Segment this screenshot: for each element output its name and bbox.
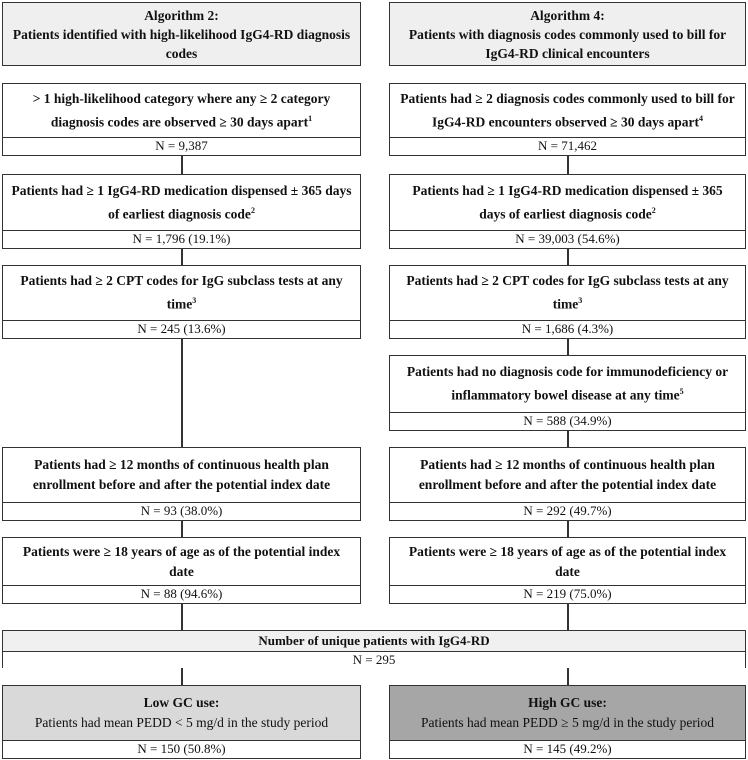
connector (181, 667, 183, 685)
connector (181, 155, 183, 174)
step-count: N = 292 (49.7%) (390, 502, 745, 520)
right-step-5 (389, 447, 746, 521)
connector (567, 667, 569, 685)
right-step-4 (389, 355, 746, 431)
header-title: Algorithm 2: (144, 7, 219, 23)
step-text: Patients had no diagnosis code for immunodeficiency or inflammatory bowel disease at any time (406, 364, 729, 403)
step-count: N = 9,387 (3, 137, 360, 155)
header-desc: Patients with diagnosis codes commonly used to bill for IgG4-RD clinical encounters (408, 26, 727, 61)
left-step-5 (2, 537, 361, 604)
connector (567, 248, 569, 265)
algorithm-2-header (2, 2, 361, 66)
step-count: N = 588 (34.9%) (390, 412, 745, 430)
connector (567, 430, 569, 447)
step-count: N = 39,003 (54.6%) (390, 230, 745, 248)
footnote: 2 (651, 205, 656, 215)
step-count: N = 1,796 (19.1%) (3, 230, 360, 248)
footnote: 3 (578, 296, 583, 306)
step-count: N = 245 (13.6%) (3, 320, 360, 338)
step-text: Patients had ≥ 2 CPT codes for IgG subclass tests at any time (20, 273, 343, 312)
connector (567, 338, 569, 355)
footnote: 1 (308, 113, 313, 123)
step-text: Patients had ≥ 12 months of continuous health plan enrollment before and after the potential index date (418, 457, 717, 492)
step-text: Patients had ≥ 1 IgG4-RD medication dispensed ± 365 days of earliest diagnosis code (412, 182, 723, 222)
left-step-4 (2, 447, 361, 521)
connector (567, 603, 569, 630)
unique-title: Number of unique patients with IgG4-RD (258, 633, 490, 648)
left-step-1 (2, 83, 361, 156)
step-count: N = 1,686 (4.3%) (390, 320, 745, 338)
algorithm-4-header (389, 2, 746, 66)
footnote: 4 (698, 113, 703, 123)
step-text: Patients had ≥ 12 months of continuous health plan enrollment before and after the potential index date (32, 457, 331, 492)
unique-count: N = 295 (3, 651, 745, 668)
low-gc-title: Low GC use: (143, 695, 220, 710)
connector (567, 155, 569, 174)
step-count: N = 219 (75.0%) (390, 585, 745, 603)
header-desc: Patients identified with high-likelihood IgG4-RD diagnosis codes (12, 26, 351, 61)
low-gc-box (2, 685, 361, 759)
high-gc-box (389, 685, 746, 759)
footnote: 3 (192, 296, 197, 306)
high-gc-desc: Patients had mean PEDD ≥ 5 mg/d in the study period (420, 715, 715, 730)
right-step-1 (389, 83, 746, 156)
left-step-3 (2, 265, 361, 339)
step-text: Patients had ≥ 1 IgG4-RD medication dispensed ± 365 days of earliest diagnosis code (11, 182, 352, 222)
connector (181, 338, 183, 447)
connector (567, 520, 569, 537)
right-step-6 (389, 537, 746, 604)
high-gc-title: High GC use: (528, 695, 607, 710)
low-gc-desc: Patients had mean PEDD < 5 mg/d in the study period (34, 715, 329, 730)
connector (181, 248, 183, 265)
step-text: Patients had ≥ 2 diagnosis codes commonly used to bill for IgG4-RD encounters observed ≥ 30 days apart (400, 90, 735, 130)
step-text: Patients had ≥ 2 CPT codes for IgG subclass tests at any time (406, 273, 729, 312)
step-text: > 1 high-likelihood category where any ≥ 2 category diagnosis codes are observed ≥ 30 days apart (32, 90, 331, 130)
step-count: N = 93 (38.0%) (3, 502, 360, 520)
left-step-2 (2, 174, 361, 249)
header-title: Algorithm 4: (530, 7, 605, 23)
right-step-3 (389, 265, 746, 339)
footnote: 5 (679, 387, 684, 397)
unique-patients-box (2, 630, 746, 668)
step-text: Patients were ≥ 18 years of age as of the potential index date (408, 543, 727, 579)
step-count: N = 88 (94.6%) (3, 585, 360, 603)
connector (181, 520, 183, 537)
connector (181, 603, 183, 630)
high-gc-count: N = 145 (49.2%) (390, 740, 745, 758)
footnote: 2 (250, 205, 255, 215)
step-count: N = 71,462 (390, 137, 745, 155)
low-gc-count: N = 150 (50.8%) (3, 740, 360, 758)
right-step-2 (389, 174, 746, 249)
step-text: Patients were ≥ 18 years of age as of the potential index date (22, 543, 341, 579)
